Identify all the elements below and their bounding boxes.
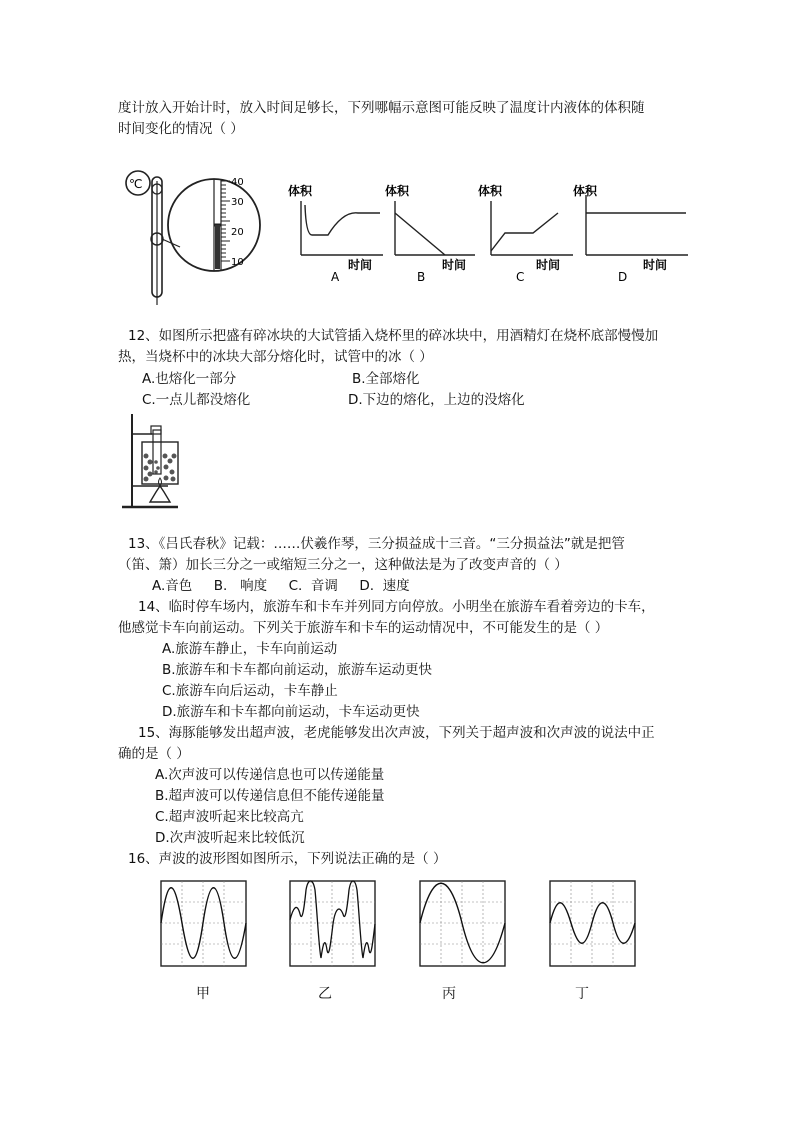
q12-apparatus-figure <box>118 412 198 512</box>
q12-option-d: D.下边的熔化，上边的没熔化 <box>348 392 525 408</box>
graph-a-xlabel: 时间 <box>348 258 373 272</box>
graph-c-letter: C <box>516 270 525 284</box>
q16-text-line1: 16、声波的波形图如图所示，下列说法正确的是（ ） <box>128 851 447 867</box>
q15-text-line1: 15、海豚能够发出超声波，老虎能够发出次声波，下列关于超声波和次声波的说法中正 <box>138 725 655 741</box>
graph-b-xlabel: 时间 <box>442 258 467 272</box>
q15-text-line2: 确的是（ ） <box>118 746 190 762</box>
graph-c-xlabel: 时间 <box>536 258 561 272</box>
waveform-panel-bing <box>419 880 506 967</box>
q12-option-b: B.全部熔化 <box>352 371 420 387</box>
waveform-panel-jia <box>160 880 247 967</box>
q14-option-c: C.旅游车向后运动，卡车静止 <box>162 683 338 699</box>
q15-option-c: C.超声波听起来比较高亢 <box>155 809 304 825</box>
graph-b-ylabel: 体积 <box>385 184 410 198</box>
graph-a <box>288 183 383 284</box>
scale-label-20: 20 <box>231 227 244 238</box>
graph-b <box>385 183 475 284</box>
q12-text-line2: 热，当烧杯中的冰块大部分熔化时，试管中的冰（ ） <box>118 349 433 365</box>
thermometer-unit: ℃ <box>129 177 143 191</box>
q12-text-line1: 12、如图所示把盛有碎冰块的大试管插入烧杯里的碎冰块中，用酒精灯在烧杯底部慢慢加 <box>128 328 659 344</box>
scale-label-30: 30 <box>231 197 244 208</box>
graph-a-ylabel: 体积 <box>288 184 313 198</box>
q11-figure <box>118 165 698 315</box>
waveform-label-bing: 丙 <box>442 986 456 1002</box>
q15-option-b: B.超声波可以传递信息但不能传递能量 <box>155 788 385 804</box>
graph-c <box>478 183 573 284</box>
q15-option-d: D.次声波听起来比较低沉 <box>155 830 305 846</box>
q14-text-line2: 他感觉卡车向前运动。下列关于旅游车和卡车的运动情况中，不可能发生的是（ ） <box>118 620 609 636</box>
scale-label-40: 40 <box>231 177 244 188</box>
graph-d-ylabel: 体积 <box>573 184 598 198</box>
scale-label-10: 10 <box>231 257 244 268</box>
q12-option-a: A.也熔化一部分 <box>142 371 237 387</box>
q12-option-c: C.一点儿都没熔化 <box>142 392 251 408</box>
waveform-label-ding: 丁 <box>575 986 589 1002</box>
graph-d-letter: D <box>618 270 628 284</box>
q13-options: A.音色 B. 响度 C. 音调 D. 速度 <box>152 578 410 594</box>
graph-b-letter: B <box>417 270 426 284</box>
q13-text-line1: 13、《吕氏春秋》记载：……伏羲作琴，三分损益成十三音。“三分损益法”就是把管 <box>128 536 625 552</box>
waveform-label-jia: 甲 <box>196 986 210 1002</box>
thermometer-figure <box>126 171 260 305</box>
q14-option-b: B.旅游车和卡车都向前运动，旅游车运动更快 <box>162 662 433 678</box>
q14-option-d: D.旅游车和卡车都向前运动，卡车运动更快 <box>162 704 420 720</box>
q13-text-line2: （笛、箫）加长三分之一或缩短三分之一，这种做法是为了改变声音的（ ） <box>118 557 568 573</box>
q11-text-line2: 时间变化的情况（ ） <box>118 121 244 137</box>
q14-option-a: A.旅游车静止，卡车向前运动 <box>162 641 338 657</box>
waveform-label-yi: 乙 <box>318 986 332 1002</box>
q15-option-a: A.次声波可以传递信息也可以传递能量 <box>155 767 385 783</box>
graph-a-letter: A <box>331 270 340 284</box>
waveform-panel-ding <box>549 880 636 967</box>
graph-c-ylabel: 体积 <box>478 184 503 198</box>
graph-d-xlabel: 时间 <box>643 258 668 272</box>
waveform-panel-yi <box>289 880 376 967</box>
graph-d <box>573 183 688 284</box>
q14-text-line1: 14、临时停车场内，旅游车和卡车并列同方向停放。小明坐在旅游车看着旁边的卡车， <box>138 599 655 615</box>
q11-text-line1: 度计放入开始计时，放入时间足够长，下列哪幅示意图可能反映了温度计内液体的体积随 <box>118 100 645 116</box>
